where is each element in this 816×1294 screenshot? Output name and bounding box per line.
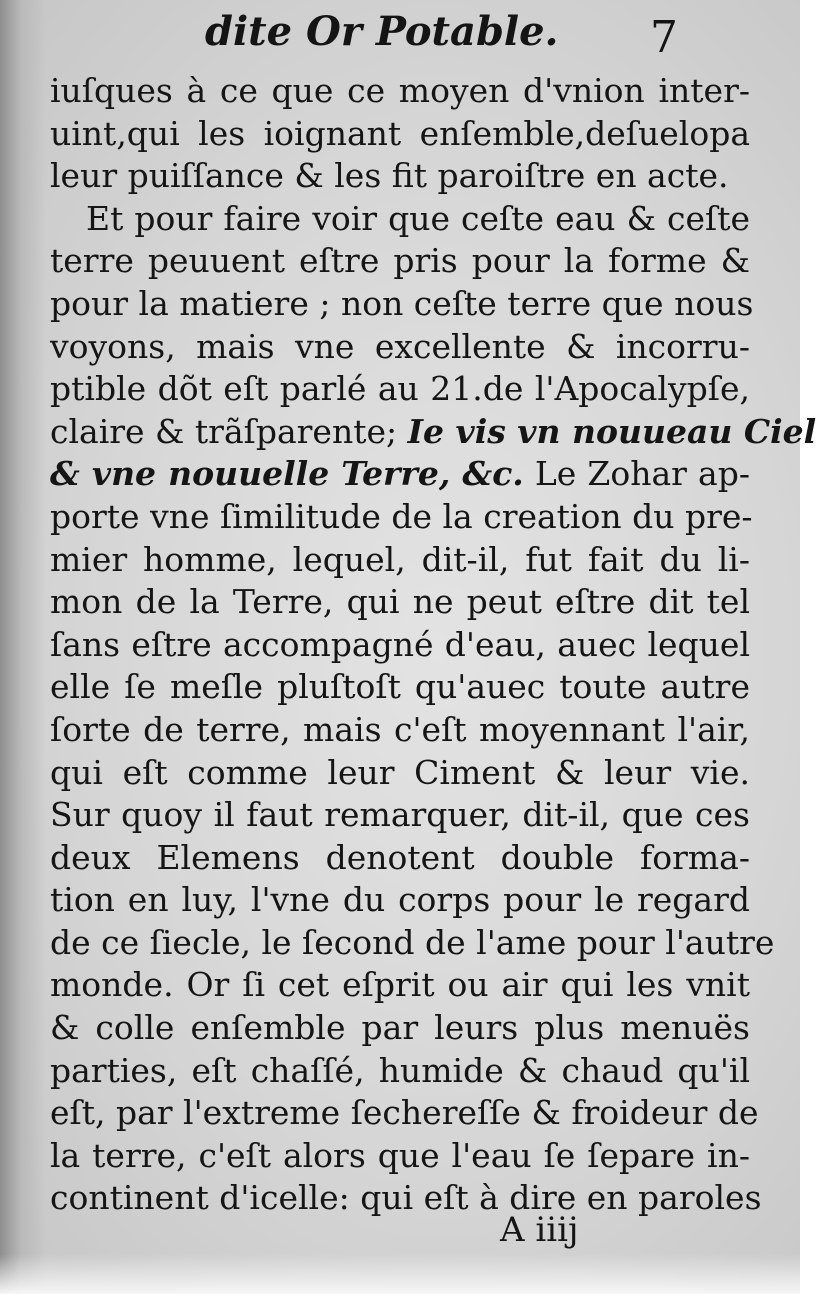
text-segment: & colle enſemble par leurs plus menuës: [50, 1008, 750, 1048]
binding-shadow: [0, 0, 46, 1294]
text-segment: uint,qui les ioignant enſemble,deſuelopa: [50, 113, 750, 153]
text-line: [50, 283, 754, 326]
running-title: dite Or Potable.: [205, 8, 559, 55]
text-line: [50, 922, 775, 965]
text-segment: tion en luy, l'vne du corps pour le regard: [50, 880, 750, 920]
text-line: [50, 453, 750, 496]
text-line: [50, 1177, 762, 1220]
page-number: 7: [650, 12, 678, 63]
signature-mark: A iiij: [500, 1210, 579, 1250]
text-line: [50, 624, 750, 667]
text-segment: voyons, mais vne excellente & incorru-: [50, 326, 750, 366]
text-line: [50, 1050, 750, 1093]
text-segment: Et pour faire voir que ceſte eau & ceſte: [86, 198, 750, 238]
text-segment: claire & trãſparente;: [50, 411, 408, 451]
text-line: [50, 794, 750, 837]
text-segment: ſorte de terre, mais c'eſt moyennant l'air,: [50, 709, 750, 749]
text-segment: terre peuuent eſtre pris pour la forme &: [50, 241, 750, 281]
text-line: [50, 837, 750, 880]
text-segment: mier homme, lequel, dit-il, fut fait du li-: [50, 539, 750, 579]
text-line: [50, 411, 816, 454]
text-line: [50, 1007, 750, 1050]
text-segment: ptible dõt eſt parlé au 21.de l'Apocalypſe,: [50, 369, 750, 409]
text-line: [50, 240, 750, 283]
text-segment: Le Zohar ap-: [523, 454, 750, 494]
text-segment: leur puiſſance & les fit paroiſtre en acte.: [50, 156, 729, 196]
text-line: [50, 496, 753, 539]
text-line: [50, 198, 750, 241]
text-line: [50, 1135, 750, 1178]
text-segment: qui eſt comme leur Ciment & leur vie.: [50, 752, 750, 792]
text-line: [50, 709, 750, 752]
body-text: [50, 70, 816, 1220]
text-segment: ſans eſtre accompagné d'eau, auec lequel: [50, 624, 750, 664]
italic-quote-segment: Ie vis vn nouueau Ciel: [407, 411, 816, 451]
text-segment: continent d'icelle: qui eſt à dire en paroles: [50, 1178, 762, 1218]
text-line: [50, 326, 750, 369]
text-line: [50, 539, 750, 582]
text-line: [50, 113, 750, 156]
text-segment: mon de la Terre, qui ne peut eſtre dit tel: [50, 582, 750, 622]
text-segment: de ce ſiecle, le ſecond de l'ame pour l'autre: [50, 922, 775, 962]
text-segment: monde. Or ſi cet eſprit ou air qui les vnit: [50, 965, 750, 1005]
text-segment: deux Elemens denotent double forma-: [50, 837, 750, 877]
text-segment: iuſques à ce que ce moyen d'vnion inter-: [50, 71, 750, 110]
text-segment: pour la matiere ; non ceſte terre que nous: [50, 283, 754, 323]
text-line: [50, 964, 750, 1007]
text-line: [50, 879, 750, 922]
text-segment: porte vne ſimilitude de la creation du pre-: [50, 496, 753, 536]
text-line: [50, 1092, 759, 1135]
text-segment: eſt, par l'extreme ſechereſſe & froideur de: [50, 1093, 759, 1133]
text-line: [50, 666, 750, 709]
running-head: [0, 8, 800, 64]
italic-quote-segment: & vne nouuelle Terre, &c.: [50, 454, 524, 494]
text-segment: Sur quoy il faut remarquer, dit-il, que ces: [50, 795, 750, 835]
text-line: [50, 70, 750, 113]
text-segment: parties, eſt chaſſé, humide & chaud qu'il: [50, 1050, 750, 1090]
text-line: [50, 752, 750, 795]
text-segment: elle ſe meſle pluſtoſt qu'auec toute autre: [50, 667, 750, 707]
text-line: [50, 368, 750, 411]
text-segment: la terre, c'eſt alors que l'eau ſe ſepare in-: [50, 1135, 750, 1175]
text-line: [50, 581, 750, 624]
page-bottom-edge: [0, 1254, 800, 1294]
text-line: [50, 155, 750, 198]
